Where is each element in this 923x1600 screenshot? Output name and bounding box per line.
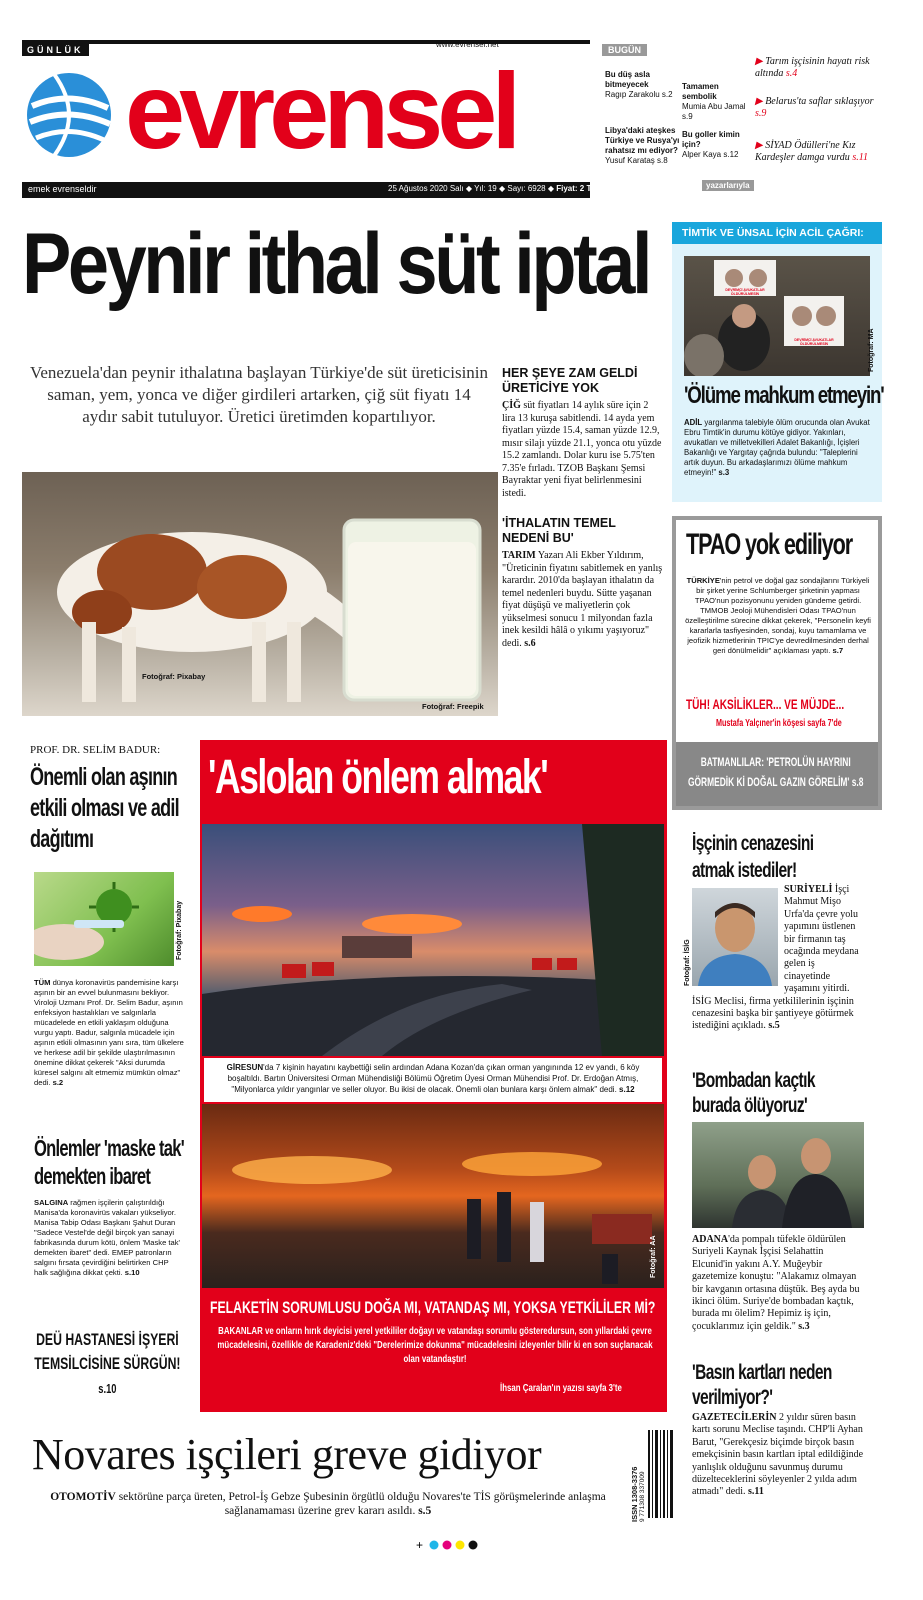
fire-photo-1: [202, 824, 664, 1056]
basin-body: [692, 1412, 864, 1499]
pointer-arrow-icon: ▶: [755, 140, 763, 151]
photo-credit: Fotoğraf: MA: [868, 328, 875, 372]
today-column-author: Alper Kaya s.12: [682, 150, 739, 159]
fire-question-body: [210, 1324, 660, 1366]
tpao-text: 'nin petrol ve doğal gaz sondajlarını Türkiyeli bir şirket yerine Schlumberger şirketinin yapması TPAO'nun pozisyonunu yeniden gündeme getirdi. TMMOB Jeoloji Mühendisleri Odası TPAO'nun özelleştirilme sürecine dikkat çekerek, "Personelin keyfi kararlarla tasfiyesinden, sondaj, kuyu tamamlama ve jeofizik hizmetlerinin TPIC'ye devredilmesinden derhal geri dönülmelidir" açıklaması yaptı.: [685, 576, 871, 655]
side1-lead: ÇİĞ: [502, 400, 521, 411]
masthead-name[interactable]: evrensel: [125, 50, 516, 171]
fire-caption: [204, 1058, 662, 1102]
pointer-text: Belarus'ta saflar sıklaşıyor: [765, 96, 874, 107]
photo-credit: Fotoğraf: İSİG: [684, 939, 691, 986]
today-column-title: Libya'daki ateşkes Türkiye ve Rusya'yı rahatsız mı ediyor?: [605, 126, 680, 155]
badur-kicker: PROF. DR. SELİM BADUR:: [30, 744, 161, 756]
tpao-box: [672, 516, 882, 810]
badur-body: [34, 978, 184, 1088]
issue-info: 25 Ağustos 2020 Salı ◆ Yıl: 19 ◆ Sayı: 6928 ◆ Fiyat: 2 TL: [388, 184, 597, 193]
pointer-page: s.4: [785, 68, 798, 79]
barcode-number: 9 771308 337009: [639, 1471, 646, 1522]
pointer-item[interactable]: [755, 56, 880, 80]
fire-question[interactable]: FELAKETİN SORUMLUSU DOĞA MI, VATANDAŞ MI, YOKSA YETKİLİLER Mİ?: [210, 1298, 656, 1317]
today-column-author: Mumia Abu Jamal s.9: [682, 102, 746, 121]
lead-headline[interactable]: Peynir ithal süt iptal: [22, 216, 650, 312]
pointers-box: [755, 44, 880, 194]
globe-logo: [24, 70, 114, 160]
virus-photo: [34, 872, 174, 966]
today-column-title: Bu goller kimin için?: [682, 130, 740, 149]
novares-page: s.5: [418, 1505, 432, 1517]
gunluk-label: GÜNLÜK: [22, 44, 89, 56]
batman-page: s.8: [851, 775, 864, 789]
tpao-lead: TÜRKİYE: [686, 576, 720, 585]
cenaze-text: İşçi Mahmut Mişo Urfa'da çevre yolu yapımını üstlenen bir firmanın taş ocağında meydana gelen iş cinayetinde yaşamını yitirdi. İSİG Meclisi, firma yetkililerinin işçinin cenazesini başka bir şantiyeye götürmek istediğini açıkladı.: [692, 884, 859, 1032]
tpao-page: s.7: [832, 646, 844, 655]
badur-lead: TÜM: [34, 978, 51, 987]
cenaze-body: [692, 884, 862, 1033]
basin-headline[interactable]: 'Basın kartları neden verilmiyor?': [692, 1361, 832, 1409]
slogan: emek evrenseldir: [28, 184, 97, 194]
protest-sign-text: DEVRİMCİ AVUKATLAR ÖLDÜRÜLMESİN: [794, 338, 834, 346]
cenaze-headline[interactable]: İşçinin cenazesini atmak istediler!: [692, 832, 814, 882]
side1-text: süt fiyatları 14 aylık süre için 2 lira 13 kuruşa sabitlendi. 14 ayda yem fiyatları yüzde 15.4, saman yüzde 12.9, mısır silajı yüzde 21.1, yonca otu yüzde 15.2 zamlandı. Dolar kuru ise 5.75'ten 7.35'e fırladı. TZOB Başkanı Şemsi Bayraktar yeni fiyat belirlenmesini istedi.: [502, 400, 662, 499]
maske-lead: SALGINA: [34, 1198, 69, 1207]
issue-price: Fiyat: 2 TL: [556, 184, 597, 193]
basin-lead: GAZETECİLERİN: [692, 1412, 777, 1423]
issue-year: Yıl: 19: [474, 184, 497, 193]
cow-photo: [22, 472, 498, 716]
photo-credit: Fotoğraf: AA: [650, 1235, 657, 1278]
registration-marks: [416, 1538, 496, 1552]
basin-text: 2 yıldır süren basın kartı sorunu Meclise taşındı. CHP'li Ayhan Barut, "Gerekçesiz biçimde birçok basın emekçisinin basın kartları iptal edildiğinde yanlışlık olduğunu savunmuş durumu düzelteceklerini söyleyenler 2 yılda adım atmadı" dedi.: [692, 1412, 864, 1498]
yazarlar-label: yazarlarıyla: [702, 180, 754, 191]
fire-caption-lead: GİRESUN: [226, 1063, 264, 1072]
lead-sidebar: [502, 366, 664, 650]
today-column-3[interactable]: [682, 82, 752, 122]
masthead: [22, 40, 597, 198]
pointer-item[interactable]: [755, 140, 880, 164]
tpao-headline[interactable]: TPAO yok ediliyor: [686, 528, 853, 561]
deu-text: DEÜ HASTANESİ İŞYERİ TEMSİLCİSİNE SÜRGÜN!: [34, 1330, 181, 1373]
bombadan-text: 'da pompalı tüfekle öldürülen Suriyeli Kaynak İşçisi Selahattin Elcunid'in yakını A.Y. Muğeybir gazetemize konuştu: "Alakamız olmayan bir kavganın ortasına düştük. Beş ayda bu ikinci ölüm. Suriye'de bombadan kaçtık, burada mı ölelim? Hepimiz iş için, çocuklarımız için geldik.": [692, 1234, 860, 1332]
timtik-body: [684, 418, 872, 478]
today-column-author: Ragıp Zarakolu s.2: [605, 90, 673, 99]
fire-box: [200, 740, 667, 1412]
side2-page: s.6: [524, 637, 536, 649]
maske-headline[interactable]: Önlemler 'maske tak' demekten ibaret: [34, 1135, 184, 1189]
timtik-text: yargılanma talebiyle ölüm orucunda olan Avukat Ebru Timtik'in durumu kötüye gidiyor. Yakınları, avukatları ve milletvekilleri Adalet Bakanlığı, İçişleri Bakanlığı ve Yargıtay çağrıda bulundu: "Taleplerini artık duyun. Bu arkadaşlarımızı ölüme mahkum etmeyin!": [684, 418, 870, 477]
today-column-title: Tamamen sembolik: [682, 82, 719, 101]
timtik-box: [672, 222, 882, 502]
today-column-1[interactable]: [605, 70, 681, 100]
today-column-4[interactable]: [682, 130, 752, 160]
today-box: [600, 40, 752, 198]
issue-date: 25 Ağustos 2020 Salı: [388, 184, 464, 193]
today-column-title: Bu düş asla bitmeyecek: [605, 70, 650, 89]
protest-photo: [684, 256, 870, 376]
photo-credit: Fotoğraf: Freepik: [422, 702, 484, 711]
barcode: [630, 1428, 674, 1524]
bombadan-headline[interactable]: 'Bombadan kaçtık burada ölüyoruz': [692, 1069, 815, 1117]
fire-question-ref[interactable]: İhsan Çaralan'ın yazısı sayfa 3'te: [500, 1382, 622, 1394]
side2-lead: TARIM: [502, 550, 536, 561]
side1-body: [502, 400, 664, 500]
basin-page: s.11: [748, 1486, 764, 1498]
novares-text: sektörüne parça üreten, Petrol-İş Gebze Şubesinin örgütlü olduğu Novares'te TİS görüşmelerinde anlaşma sağlanamaması üzerine grev kararı asıldı.: [118, 1491, 606, 1517]
pointer-page: s.11: [852, 152, 868, 163]
fire-caption-page: s.12: [619, 1085, 635, 1094]
tpao-teaser-sub: Mustafa Yalçıner'in köşesi sayfa 7'de: [716, 718, 842, 729]
maske-body: [34, 1198, 182, 1278]
maske-page: s.10: [124, 1268, 140, 1277]
pointer-arrow-icon: ▶: [755, 96, 763, 107]
pointer-arrow-icon: ▶: [755, 56, 763, 67]
novares-body: [32, 1490, 624, 1518]
tpao-body: [684, 576, 872, 656]
svg-text:+: +: [416, 1538, 424, 1552]
fire-q-lead: BAKANLAR: [218, 1325, 263, 1337]
batman-text: BATMANLILAR: 'PETROLÜN HAYRINI GÖRMEDİK Kİ DOĞAL GAZIN GÖRELİM': [687, 755, 851, 789]
today-label: BUGÜN: [602, 44, 647, 56]
bombadan-photo: [692, 1122, 864, 1228]
badur-page: s.2: [52, 1078, 64, 1087]
tpao-teaser[interactable]: TÜH! AKSİLİKLER... VE MÜJDE...: [686, 696, 845, 712]
cenaze-page: s.5: [768, 1020, 780, 1032]
timtik-page: s.3: [718, 468, 730, 477]
fire-headline[interactable]: 'Aslolan önlem almak': [208, 751, 548, 804]
cenaze-lead: SURİYELİ: [784, 884, 833, 895]
novares-headline[interactable]: Novares işçileri greve gidiyor: [32, 1430, 542, 1479]
photo-credit: Fotoğraf: Pixabay: [176, 900, 183, 960]
cenaze-body-float: [692, 884, 784, 994]
batman-teaser[interactable]: [684, 752, 867, 792]
fire-photo-2: [202, 1104, 664, 1288]
badur-text: dünya koronavirüs pandemisine karşı aşının bir an evvel bulunmasını bekliyor. Viroloji Uzmanı Prof. Dr. Selim Badur, aşının enfeksiyon hastalıkları ve salgınlarla mücadelede en etkili yaklaşım olduğuna vurgu yaptı. Badur, salgınla mücadele için aşının etkili olmasının yanı sıra, tüm ülkelere ve herkese adil bir şekilde ulaştırılmasının önemine dikkat çekerek "Aksi durumda küresel salgını alt etmemiz mümkün olmaz" dedi.: [34, 978, 184, 1087]
today-column-2[interactable]: [605, 126, 681, 166]
side2-text: Yazarı Ali Ekber Yıldırım, "Üreticinin fiyatını sabitlemek en yanlış karardır. 2010'da başlayan ithalatın da temel nedenleri buydu. Sütte yaşanan fiyat düşüşü ve maliyetlerin çok yükselmesi sonucu 1 milyondan fazla inek kesildi hâlâ o yıkımı yaşıyoruz" dedi.: [502, 550, 663, 649]
bombadan-lead: ADANA: [692, 1234, 729, 1245]
fire-caption-text: 'da 7 kişinin hayatını kaybettiği selin ardından Adana Kozan'da çıkan orman yangınında 12 ev yandı, 6 köy boşaltıldı. Bartın Üniversitesi Orman Mühendisliği Bölümü Öğretim Üyesi Orman Mühendisi Prof. Dr. Erdoğan Atmış, "Milyonlarca yıldır yangınlar ve seller oluyor. Bu ikisi de olacak. Önemli olan bunlara karşı önlem almak" dedi.: [227, 1063, 640, 1094]
bombadan-body: [692, 1234, 864, 1333]
issn-text: ISSN 1308-3376: [630, 1466, 639, 1522]
timtik-lead: ADİL: [684, 418, 703, 427]
badur-headline[interactable]: Önemli olan aşının etkili olması ve adil dağıtımı: [30, 763, 179, 853]
pointer-text: SİYAD Ödülleri'ne Kız Kardeşler damga vurdu: [755, 140, 856, 163]
pointer-text: Tarım işçisinin hayatı risk altında: [755, 56, 870, 79]
lead-deck: Venezuela'dan peynir ithalatına başlayan Türkiye'de süt üreticisinin saman, yem, yonca ve diğer girdileri artarken, çiğ süt fiyatı 14 aydır sabit tutuluyor. Üretici üretimden kopartılıyor.: [29, 363, 489, 426]
timtik-headline[interactable]: 'Ölüme mahkum etmeyin': [684, 382, 884, 409]
website-label[interactable]: www.evrensel.net: [436, 40, 499, 49]
deu-teaser[interactable]: [30, 1328, 185, 1401]
today-column-author: Yusuf Karataş s.8: [605, 156, 668, 165]
fire-q-text: ve onların hırık deyicisi yerel yetkililer doğayı ve vatandaşı sorumlu gösteredursun, son yıllardaki çevre mücadelesini, özellikle de Karadeniz'deki "Derelerimize dokunma" mücadelesini izleyenler bilir ki en son suçlanacak olan vatandaştır!: [217, 1325, 653, 1365]
pointer-item[interactable]: [755, 96, 880, 120]
issue-number: Sayı: 6928: [507, 184, 546, 193]
timtik-kicker: TİMTİK VE ÜNSAL İÇİN ACİL ÇAĞRI:: [672, 222, 882, 244]
photo-credit: Fotoğraf: Pixabay: [142, 672, 206, 681]
side2-body: [502, 550, 664, 650]
pointer-page: s.9: [755, 108, 767, 119]
maske-text: rağmen işçilerin çalıştırıldığı Manisa'da koronavirüs vakaları yükseliyor. Manisa Tabip Odası Başkanı Şahut Duran "Sadece Vestel'de değil birçok yan sanayi fabrikasında durum kötü, önlem 'Maske tak' demekten ibaret" dedi. EMEP patronların salgını fırsata çevirdiğini belirtirken CHP halk sağlığına dikkat çekti.: [34, 1198, 180, 1277]
protest-sign-text: DEVRİMCİ AVUKATLAR ÖLDÜRÜLMESİN: [725, 288, 765, 296]
deu-page: s.10: [98, 1381, 117, 1396]
side2-title[interactable]: 'İTHALATIN TEMEL NEDENİ BU': [502, 516, 616, 545]
novares-lead: OTOMOTİV: [50, 1491, 116, 1503]
side1-title[interactable]: HER ŞEYE ZAM GELDİ ÜRETİCİYE YOK: [502, 366, 638, 395]
bombadan-page: s.3: [798, 1320, 810, 1332]
